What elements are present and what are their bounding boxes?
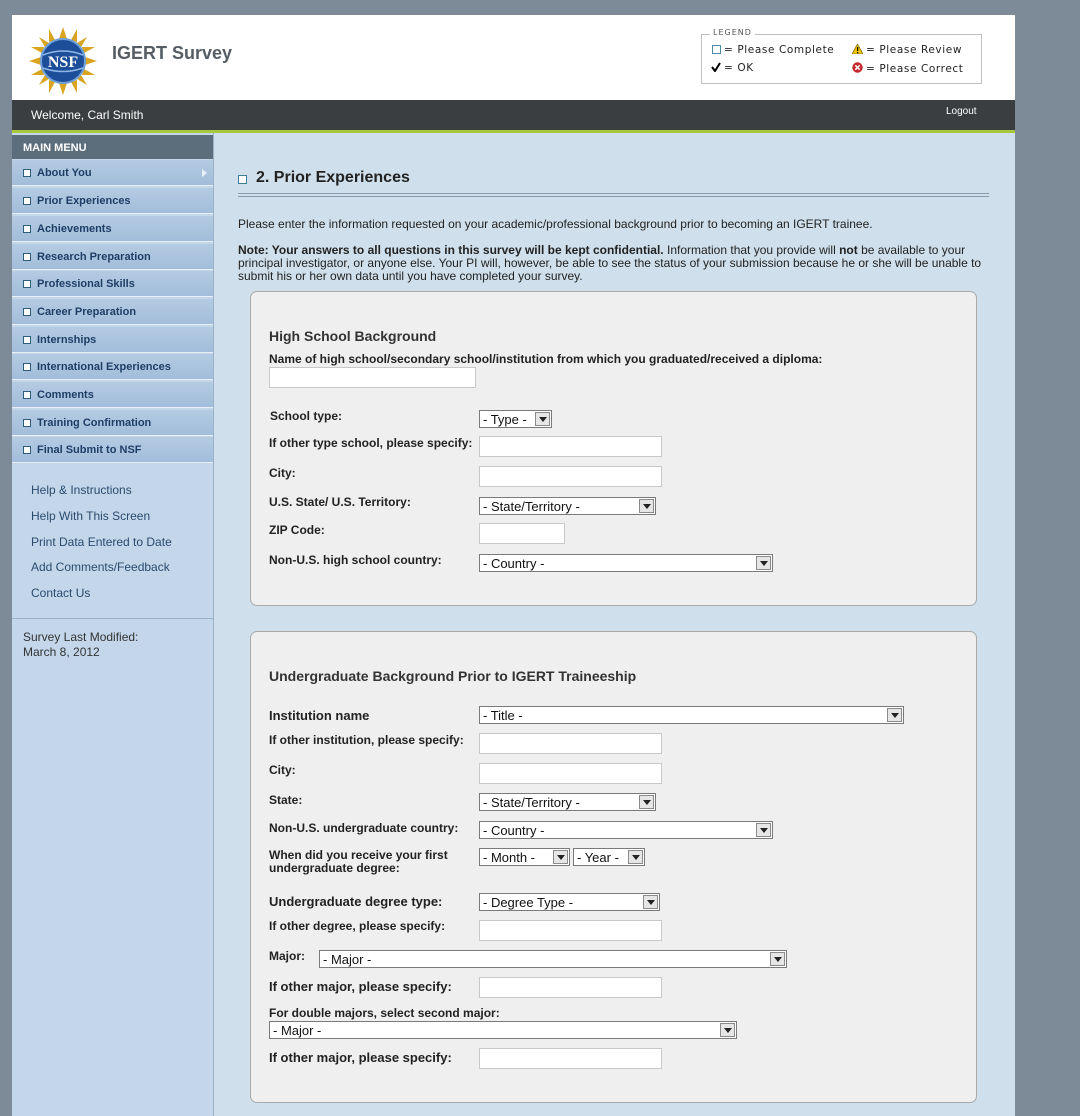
hs-name-input[interactable] xyxy=(269,367,476,388)
high-school-title: High School Background xyxy=(269,328,437,344)
survey-last-modified: Survey Last Modified: March 8, 2012 xyxy=(23,630,139,659)
legend-please-complete: = Please Complete xyxy=(712,44,834,56)
degree-date-label: When did you receive your first undergraduate degree: xyxy=(269,848,448,875)
legend-please-correct: = Please Correct xyxy=(852,62,963,76)
hs-city-input[interactable] xyxy=(479,466,662,487)
dropdown-arrow-icon xyxy=(643,895,658,909)
status-box-icon xyxy=(23,391,31,399)
help-instructions-link[interactable]: Help & Instructions xyxy=(31,483,132,497)
dropdown-arrow-icon xyxy=(770,952,785,966)
sidebar-item-achievements[interactable]: Achievements xyxy=(12,216,213,242)
ug-state-label: State: xyxy=(269,793,303,807)
other-major-label-2: If other major, please specify: xyxy=(269,1050,452,1065)
institution-select[interactable]: - Title - xyxy=(479,706,904,724)
other-institution-input[interactable] xyxy=(479,733,662,754)
warning-icon xyxy=(852,44,863,57)
status-box-icon xyxy=(23,225,31,233)
hs-state-label: U.S. State/ U.S. Territory: xyxy=(269,495,411,509)
sidebar-item-prior-experiences[interactable]: Prior Experiences xyxy=(12,188,213,214)
other-degree-input[interactable] xyxy=(479,920,662,941)
status-box-icon xyxy=(23,363,31,371)
status-box-icon xyxy=(23,253,31,261)
dropdown-arrow-icon xyxy=(639,499,654,513)
degree-month-select[interactable]: - Month - xyxy=(479,848,570,866)
school-type-label: School type: xyxy=(270,409,343,423)
zip-input[interactable] xyxy=(479,523,565,544)
intro-text: Please enter the information requested on your academic/professional background prior to becoming an IGERT trainee. xyxy=(238,217,873,231)
other-type-label: If other type school, please specify: xyxy=(269,436,473,450)
status-box-icon xyxy=(23,446,31,454)
sidebar-divider xyxy=(12,618,213,619)
sidebar-item-training-confirmation[interactable]: Training Confirmation xyxy=(12,410,213,436)
other-institution-label: If other institution, please specify: xyxy=(269,733,464,747)
chevron-right-icon xyxy=(202,169,207,177)
sidebar-item-research-preparation[interactable]: Research Preparation xyxy=(12,244,213,270)
hs-country-label: Non-U.S. high school country: xyxy=(269,553,442,567)
zip-label: ZIP Code: xyxy=(269,523,325,537)
degree-year-select[interactable]: - Year - xyxy=(573,848,645,866)
sidebar-item-career-preparation[interactable]: Career Preparation xyxy=(12,299,213,325)
contact-us-link[interactable]: Contact Us xyxy=(31,586,91,600)
page-status-box-icon xyxy=(238,175,247,184)
other-type-input[interactable] xyxy=(479,436,662,457)
hs-state-select[interactable]: - State/Territory - xyxy=(479,497,656,515)
dropdown-arrow-icon xyxy=(756,556,771,570)
empty-box-icon xyxy=(712,45,721,54)
nsf-logo xyxy=(27,25,99,97)
sidebar-item-comments[interactable]: Comments xyxy=(12,382,213,408)
status-box-icon xyxy=(23,169,31,177)
sidebar xyxy=(12,133,214,1116)
ug-city-label: City: xyxy=(269,763,296,777)
page-title: 2. Prior Experiences xyxy=(256,169,410,186)
status-box-icon xyxy=(23,419,31,427)
status-box-icon xyxy=(23,308,31,316)
dropdown-arrow-icon xyxy=(535,412,550,426)
checkmark-icon xyxy=(711,62,721,75)
svg-text:NSF: NSF xyxy=(47,54,79,71)
hs-city-label: City: xyxy=(269,466,296,480)
ug-city-input[interactable] xyxy=(479,763,662,784)
sidebar-item-final-submit[interactable]: Final Submit to NSF xyxy=(12,437,213,463)
other-degree-label: If other degree, please specify: xyxy=(269,919,446,933)
app-frame xyxy=(12,15,1015,1116)
dropdown-arrow-icon xyxy=(628,850,643,864)
sidebar-item-about-you[interactable]: About You xyxy=(12,160,213,186)
dropdown-arrow-icon xyxy=(720,1023,735,1037)
ug-country-select[interactable]: - Country - xyxy=(479,821,773,839)
degree-type-label: Undergraduate degree type: xyxy=(269,894,443,909)
sidebar-item-internships[interactable]: Internships xyxy=(12,327,213,353)
error-icon xyxy=(852,62,863,76)
main-menu-header: MAIN MENU xyxy=(12,135,213,159)
app-title: IGERT Survey xyxy=(112,43,233,63)
ug-country-label: Non-U.S. undergraduate country: xyxy=(269,821,459,835)
print-data-link[interactable]: Print Data Entered to Date xyxy=(31,535,172,549)
undergrad-panel xyxy=(250,631,977,1103)
hs-country-select[interactable]: - Country - xyxy=(479,554,773,572)
legend-title: LEGEND xyxy=(710,28,755,37)
status-box-icon xyxy=(23,197,31,205)
legend xyxy=(701,28,982,84)
second-major-select[interactable]: - Major - xyxy=(269,1021,737,1039)
help-this-screen-link[interactable]: Help With This Screen xyxy=(31,509,151,523)
degree-type-select[interactable]: - Degree Type - xyxy=(479,893,660,911)
top-bar xyxy=(12,100,1015,130)
logout-link[interactable]: Logout xyxy=(946,106,977,117)
institution-label: Institution name xyxy=(269,708,370,723)
dropdown-arrow-icon xyxy=(639,795,654,809)
high-school-panel xyxy=(250,291,977,606)
legend-ok: = OK xyxy=(711,62,754,75)
status-box-icon xyxy=(23,336,31,344)
other-major-input-2[interactable] xyxy=(479,1048,662,1069)
hs-name-label: Name of high school/secondary school/institution from which you graduated/received a diploma: xyxy=(269,352,823,366)
major-select[interactable]: - Major - xyxy=(319,950,787,968)
add-comments-link[interactable]: Add Comments/Feedback xyxy=(31,560,170,574)
welcome-text: Welcome, Carl Smith xyxy=(31,108,144,122)
major-label: Major: xyxy=(269,949,305,963)
legend-please-review: = Please Review xyxy=(852,44,962,57)
sidebar-item-international-experiences[interactable]: International Experiences xyxy=(12,354,213,380)
dropdown-arrow-icon xyxy=(756,823,771,837)
undergrad-title: Undergraduate Background Prior to IGERT Traineeship xyxy=(269,668,637,684)
ug-state-select[interactable]: - State/Territory - xyxy=(479,793,656,811)
header xyxy=(12,15,1015,100)
sidebar-item-professional-skills[interactable]: Professional Skills xyxy=(12,271,213,297)
other-major-input[interactable] xyxy=(479,977,662,998)
title-divider xyxy=(238,193,989,197)
other-major-label: If other major, please specify: xyxy=(269,979,452,994)
dropdown-arrow-icon xyxy=(553,850,568,864)
status-box-icon xyxy=(23,280,31,288)
double-major-label: For double majors, select second major: xyxy=(269,1006,500,1020)
school-type-select[interactable]: - Type - xyxy=(479,410,552,428)
confidentiality-note: Note: Your answers to all questions in this survey will be kept confidential. Information that you provide will not be available to your principal investigator, or anyone else. Your PI will, however, be able to see the status of your submission because he or she will be unable to submit his or her own data until you have completed your survey. xyxy=(238,243,982,283)
dropdown-arrow-icon xyxy=(887,708,902,722)
